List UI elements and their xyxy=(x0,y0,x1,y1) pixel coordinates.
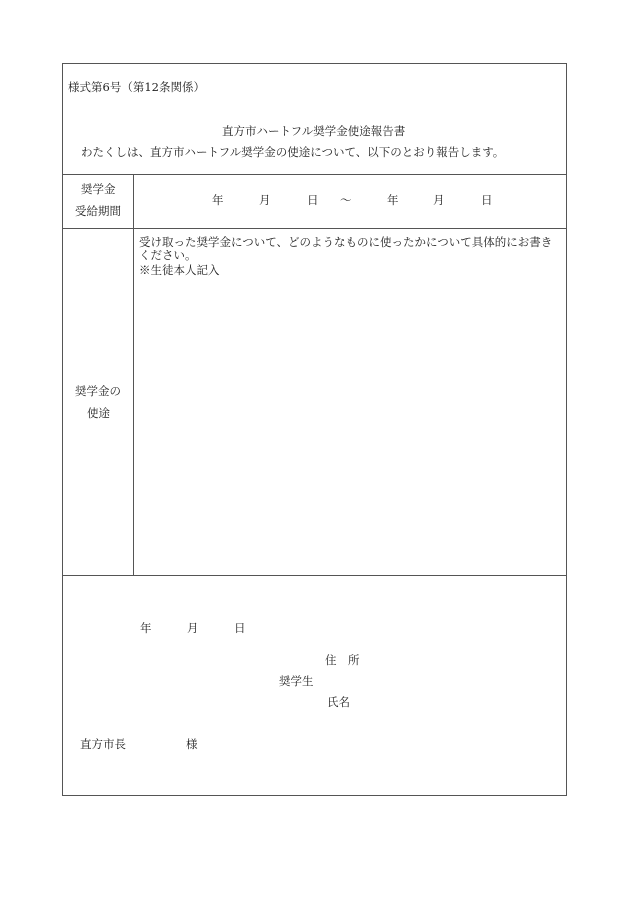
usage-label-line1: 奨学金の xyxy=(75,384,121,398)
period-label-line1: 奨学金 xyxy=(81,182,116,196)
start-year-field[interactable]: 年 xyxy=(212,193,224,207)
start-month-field[interactable]: 月 xyxy=(259,193,271,207)
usage-instruction-line1: 受け取った奨学金について、どのようなものに使ったかについて具体的にお書き xyxy=(139,235,553,249)
sign-month-field[interactable]: 月 xyxy=(187,621,199,635)
addressee: 直方市長 xyxy=(80,737,126,751)
header-divider xyxy=(63,174,566,175)
sign-day-field[interactable]: 日 xyxy=(234,621,246,635)
period-separator: ～ xyxy=(340,193,352,207)
start-day-field[interactable]: 日 xyxy=(307,193,319,207)
intro-text: わたくしは、直方市ハートフル奨学金の使途について、以下のとおり報告します。 xyxy=(81,145,505,159)
sign-year-field[interactable]: 年 xyxy=(140,621,152,635)
usage-instruction-line2: ください。 xyxy=(139,248,197,262)
end-day-field[interactable]: 日 xyxy=(481,193,493,207)
name-label: 氏名 xyxy=(327,695,350,709)
address-label: 住 所 xyxy=(325,653,360,667)
form-number: 様式第6号（第12条関係） xyxy=(68,80,205,94)
form-title: 直方市ハートフル奨学金使途報告書 xyxy=(222,124,406,138)
usage-note: ※生徒本人記入 xyxy=(139,263,220,277)
end-month-field[interactable]: 月 xyxy=(433,193,445,207)
usage-divider xyxy=(63,575,566,576)
period-label-line2: 受給期間 xyxy=(75,204,121,218)
report-form xyxy=(62,63,567,796)
usage-label-line2: 使途 xyxy=(87,406,110,420)
student-label: 奨学生 xyxy=(279,674,314,688)
end-year-field[interactable]: 年 xyxy=(387,193,399,207)
usage-entry-area[interactable] xyxy=(134,229,566,574)
honorific: 様 xyxy=(186,737,198,751)
